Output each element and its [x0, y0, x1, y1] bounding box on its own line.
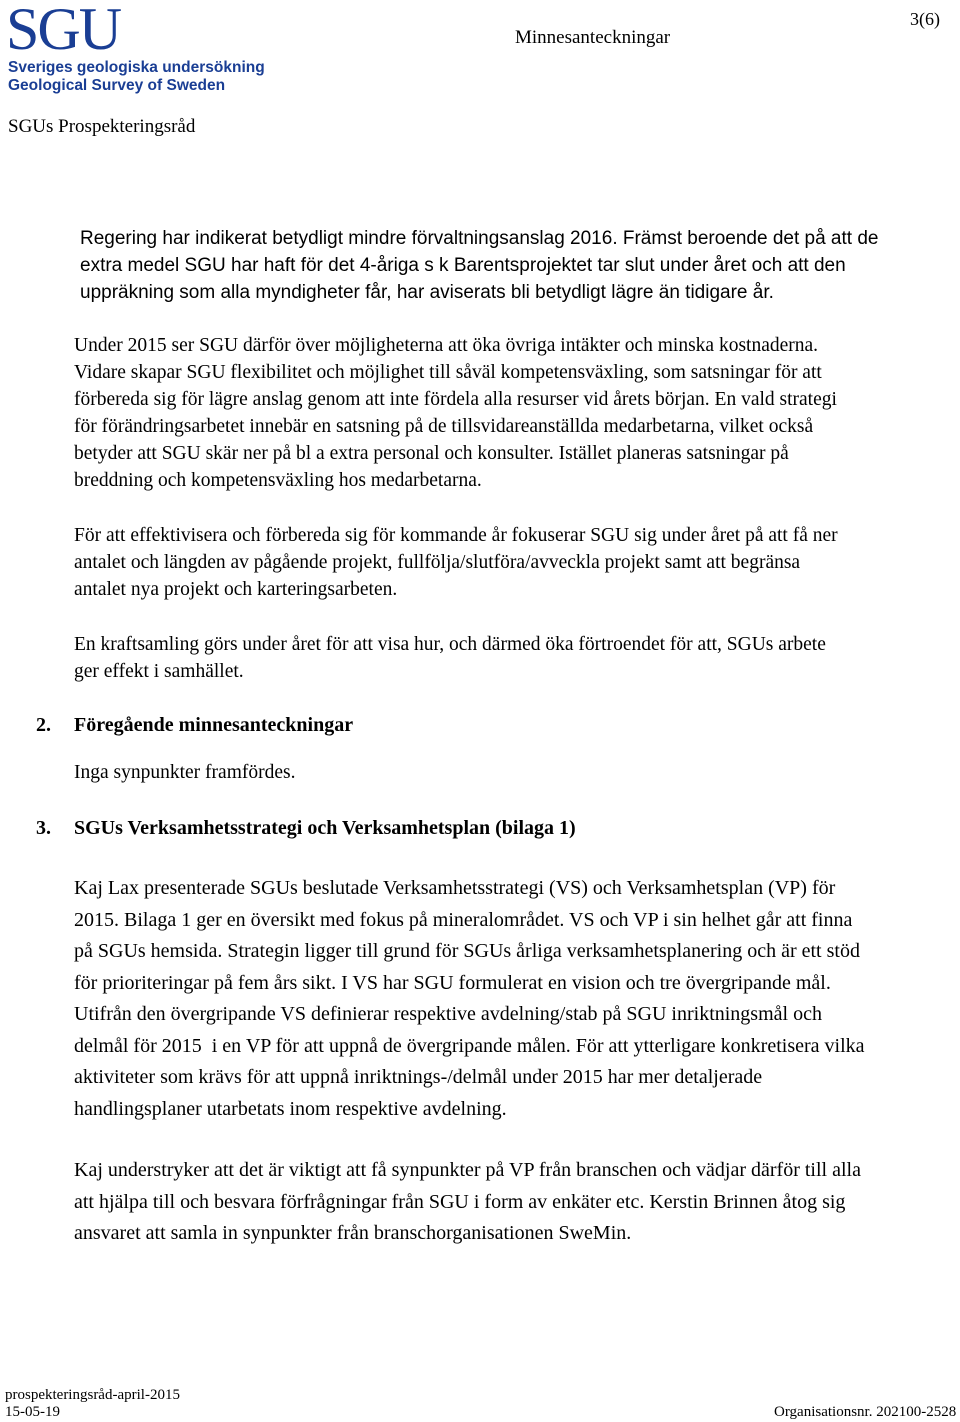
section-3-number: 3. — [36, 817, 51, 839]
text-line: uppräkning som alla myndigheter får, har aviserats bli betydligt lägre än tidigare år. — [80, 282, 774, 303]
footer-date: 15-05-19 — [5, 1404, 60, 1420]
section-3-paragraph-1 — [74, 873, 865, 1125]
text-line: förbereda sig för lägre anslag genom att inte fördela alla resurser vid årets början. En vald strategi — [74, 389, 837, 410]
text-line: för prioriteringar på fem års sikt. I VS har SGU formulerat en vision och tre övergripande mål. — [74, 971, 831, 994]
text-line: Kaj understryker att det är viktigt att få synpunkter på VP från branschen och vädjar därför till alla — [74, 1159, 861, 1181]
text-line: betyder att SGU skär ner på bl a extra personal och konsulter. Istället planeras satsningar på — [74, 443, 789, 464]
sgu-logo-wordmark: SGU — [6, 0, 121, 62]
logo-line-english: Geological Survey of Sweden — [8, 77, 226, 94]
text-line: ger effekt i samhället. — [74, 661, 244, 682]
text-line: att hjälpa till och besvara förfrågningar från SGU i form av enkäter etc. Kerstin Brinnen åtog sig — [74, 1190, 846, 1213]
text-line: Vidare skapar SGU flexibilitet och möjlighet till såväl kompetensväxling, som satsningar för att — [74, 362, 822, 383]
paragraph-strategy — [74, 332, 837, 494]
text-line: Utifrån den övergripande VS definierar respektive avdelning/stab på SGU inriktningsmål och — [74, 1003, 822, 1025]
section-2-number: 2. — [36, 714, 51, 736]
text-line: handlingsplaner utarbetats inom respektive avdelning. — [74, 1097, 507, 1120]
text-line: ansvaret att samla in synpunkter från branschorganisationen SweMin. — [74, 1222, 632, 1244]
paragraph-budget — [80, 225, 878, 306]
document-title: Minnesanteckningar — [515, 27, 671, 48]
section-3-title: SGUs Verksamhetsstrategi och Verksamhetsplan (bilaga 1) — [74, 817, 576, 839]
text-line: Regering har indikerat betydligt mindre förvaltningsanslag 2016. Främst beroende det på att de — [80, 228, 879, 249]
section-3-paragraph-2 — [74, 1155, 861, 1250]
text-line: För att effektivisera och förbereda sig för kommande år fokuserar SGU sig under året på att få ner — [74, 525, 838, 546]
document-subtitle: SGUs Prospekteringsråd — [8, 116, 196, 137]
logo-line-swedish: Sveriges geologiska undersökning — [8, 59, 265, 76]
text-line: 2015. Bilaga 1 ger en översikt med fokus på mineralområdet. VS och VP i sin helhet går att finna — [74, 908, 853, 931]
text-line: En kraftsamling görs under året för att visa hur, och därmed öka förtroendet för att, SGUs arbete — [74, 634, 826, 655]
text-line: aktiviteter som krävs för att uppnå inriktnings-/delmål under 2015 har mer detaljerade — [74, 1066, 763, 1088]
footer-org-number: Organisationsnr. 202100-2528 — [774, 1404, 957, 1420]
section-2-title: Föregående minnesanteckningar — [74, 714, 354, 736]
section-2-text: Inga synpunkter framfördes. — [74, 762, 296, 783]
page-number: 3(6) — [910, 9, 940, 29]
text-line: extra medel SGU har haft för det 4-åriga s k Barentsprojektet tar slut under året och att den — [80, 255, 846, 276]
text-line: antalet och längden av pågående projekt, fullfölja/slutföra/avveckla projekt samt att begränsa — [74, 552, 801, 573]
text-line: antalet nya projekt och karteringsarbeten. — [74, 579, 398, 600]
text-line: på SGUs hemsida. Strategin ligger till grund för SGUs årliga verksamhetsplanering och är ett stöd — [74, 940, 860, 962]
footer-filename: prospekteringsråd-april-2015 — [5, 1387, 180, 1403]
text-line: för förändringsarbetet innebär en satsning på de tillsvidareanställda medarbetarna, vilket också — [74, 416, 814, 437]
paragraph-projects — [74, 522, 838, 603]
text-line: Kaj Lax presenterade SGUs beslutade Verksamhetsstrategi (VS) och Verksamhetsplan (VP) för — [74, 877, 836, 899]
text-line: breddning och kompetensväxling hos medarbetarna. — [74, 470, 482, 491]
text-line: delmål för 2015 i en VP för att uppnå de övergripande målen. För att ytterligare konkretisera vilka — [74, 1034, 865, 1057]
text-line: Under 2015 ser SGU därför över möjligheterna att öka övriga intäkter och minska kostnaderna. — [74, 335, 819, 356]
paragraph-kraftsamling — [74, 631, 826, 685]
